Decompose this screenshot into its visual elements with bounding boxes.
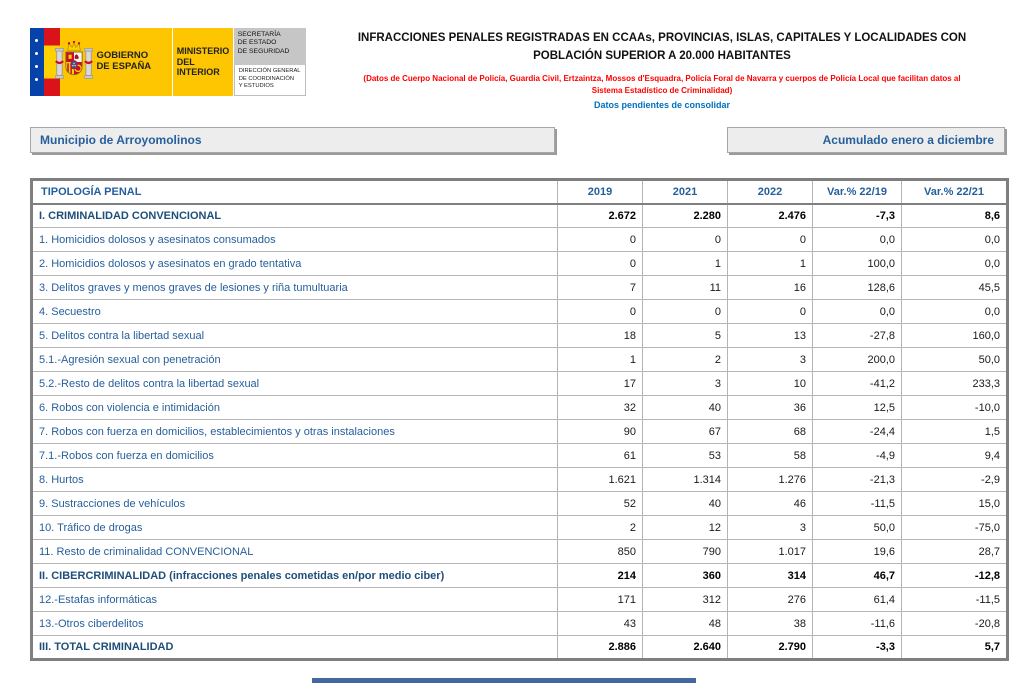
cell-value: 40 bbox=[643, 492, 728, 516]
row-label: 6. Robos con violencia e intimidación bbox=[32, 396, 558, 420]
ministry-label: MINISTERIO DEL INTERIOR bbox=[176, 45, 230, 78]
cell-value: -21,3 bbox=[813, 468, 902, 492]
cell-value: 50,0 bbox=[902, 348, 1008, 372]
cell-value: 5 bbox=[643, 324, 728, 348]
cell-value: 58 bbox=[728, 444, 813, 468]
row-label: I. CRIMINALIDAD CONVENCIONAL bbox=[32, 204, 558, 228]
cell-value: 0 bbox=[728, 300, 813, 324]
row-label: 8. Hurtos bbox=[32, 468, 558, 492]
coat-of-arms-icon bbox=[54, 39, 94, 85]
cell-value: -27,8 bbox=[813, 324, 902, 348]
bottom-partial-bar bbox=[312, 678, 696, 683]
cell-value: 2.886 bbox=[558, 636, 643, 660]
gobierno-de-espana-logo bbox=[30, 28, 306, 96]
cell-value: 276 bbox=[728, 588, 813, 612]
cell-value: 16 bbox=[728, 276, 813, 300]
cell-value: 61 bbox=[558, 444, 643, 468]
cell-value: 68 bbox=[728, 420, 813, 444]
cell-value: 0 bbox=[728, 228, 813, 252]
header-block bbox=[332, 30, 992, 110]
row-label: 13.-Otros ciberdelitos bbox=[32, 612, 558, 636]
cell-value: 46 bbox=[728, 492, 813, 516]
table-row bbox=[32, 396, 1008, 420]
cell-value: 32 bbox=[558, 396, 643, 420]
cell-value: 100,0 bbox=[813, 252, 902, 276]
cell-value: -2,9 bbox=[902, 468, 1008, 492]
cell-value: 38 bbox=[728, 612, 813, 636]
row-label: 2. Homicidios dolosos y asesinatos en grado tentativa bbox=[32, 252, 558, 276]
cell-value: 9,4 bbox=[902, 444, 1008, 468]
cell-value: 53 bbox=[643, 444, 728, 468]
cell-value: 2.790 bbox=[728, 636, 813, 660]
cell-value: 171 bbox=[558, 588, 643, 612]
cell-value: 61,4 bbox=[813, 588, 902, 612]
row-label: 11. Resto de criminalidad CONVENCIONAL bbox=[32, 540, 558, 564]
cell-value: 0,0 bbox=[902, 252, 1008, 276]
cell-value: 1.621 bbox=[558, 468, 643, 492]
cell-value: 0 bbox=[643, 228, 728, 252]
cell-value: 17 bbox=[558, 372, 643, 396]
directorate-label: DIRECCIÓN GENERAL DE COORDINACIÓN Y ESTUDIOS bbox=[234, 65, 306, 96]
source-note: (Datos de Cuerpo Nacional de Policía, Guardia Civil, Ertzaintza, Mossos d'Esquadra, Policía Foral de Navarra y cuerpos de Policía Local que facilitan datos al Sistema Estadístico de Criminalidad) bbox=[363, 73, 961, 95]
cell-value: 50,0 bbox=[813, 516, 902, 540]
status-note: Datos pendientes de consolidar bbox=[593, 99, 731, 110]
cell-value: 790 bbox=[643, 540, 728, 564]
cell-value: 2.476 bbox=[728, 204, 813, 228]
cell-value: -11,6 bbox=[813, 612, 902, 636]
column-header-var-22-21: Var.% 22/21 bbox=[902, 180, 1008, 204]
secretariat-label: SECRETARÍA DE ESTADO DE SEGURIDAD bbox=[234, 28, 306, 65]
row-label: 9. Sustracciones de vehículos bbox=[32, 492, 558, 516]
cell-value: 13 bbox=[728, 324, 813, 348]
cell-value: 160,0 bbox=[902, 324, 1008, 348]
table-row bbox=[32, 492, 1008, 516]
row-label: 5.1.-Agresión sexual con penetración bbox=[32, 348, 558, 372]
cell-value: 0,0 bbox=[902, 228, 1008, 252]
cell-value: 11 bbox=[643, 276, 728, 300]
cell-value: 2.640 bbox=[643, 636, 728, 660]
cell-value: 28,7 bbox=[902, 540, 1008, 564]
cell-value: 0 bbox=[558, 252, 643, 276]
column-header-tipologia-penal: TIPOLOGÍA PENAL bbox=[32, 180, 558, 204]
cell-value: 67 bbox=[643, 420, 728, 444]
row-label: 5. Delitos contra la libertad sexual bbox=[32, 324, 558, 348]
cell-value: 52 bbox=[558, 492, 643, 516]
cell-value: 0 bbox=[558, 300, 643, 324]
table-row bbox=[32, 324, 1008, 348]
cell-value: 0,0 bbox=[902, 300, 1008, 324]
government-block bbox=[60, 28, 172, 96]
cell-value: 19,6 bbox=[813, 540, 902, 564]
cell-value: -12,8 bbox=[902, 564, 1008, 588]
row-label: 3. Delitos graves y menos graves de lesiones y riña tumultuaria bbox=[32, 276, 558, 300]
cell-value: 7 bbox=[558, 276, 643, 300]
cell-value: 233,3 bbox=[902, 372, 1008, 396]
cell-value: 1 bbox=[728, 252, 813, 276]
flag-stars-icon bbox=[35, 39, 38, 42]
table-row bbox=[32, 204, 1008, 228]
cell-value: 312 bbox=[643, 588, 728, 612]
cell-value: -3,3 bbox=[813, 636, 902, 660]
period-label: Acumulado enero a diciembre bbox=[822, 133, 994, 147]
row-label: 4. Secuestro bbox=[32, 300, 558, 324]
cell-value: 3 bbox=[728, 516, 813, 540]
cell-value: 1.314 bbox=[643, 468, 728, 492]
flag-stars-strip-icon bbox=[30, 28, 44, 96]
cell-value: -10,0 bbox=[902, 396, 1008, 420]
cell-value: 90 bbox=[558, 420, 643, 444]
table-row bbox=[32, 636, 1008, 660]
cell-value: -11,5 bbox=[902, 588, 1008, 612]
cell-value: -20,8 bbox=[902, 612, 1008, 636]
column-header-2019: 2019 bbox=[558, 180, 643, 204]
cell-value: 1 bbox=[643, 252, 728, 276]
period-selector[interactable] bbox=[727, 127, 1005, 153]
cell-value: 5,7 bbox=[902, 636, 1008, 660]
logo-right-column bbox=[234, 28, 306, 96]
cell-value: 2.672 bbox=[558, 204, 643, 228]
page-title: INFRACCIONES PENALES REGISTRADAS EN CCAAs, PROVINCIAS, ISLAS, CAPITALES Y LOCALIDADES CON POBLACIÓN SUPERIOR A 20.000 HABITANTES bbox=[357, 32, 967, 62]
cell-value: 128,6 bbox=[813, 276, 902, 300]
cell-value: 10 bbox=[728, 372, 813, 396]
row-label: III. TOTAL CRIMINALIDAD bbox=[32, 636, 558, 660]
column-header-2022: 2022 bbox=[728, 180, 813, 204]
table-row bbox=[32, 516, 1008, 540]
table-row bbox=[32, 564, 1008, 588]
table-row bbox=[32, 372, 1008, 396]
row-label: 10. Tráfico de drogas bbox=[32, 516, 558, 540]
table-row bbox=[32, 612, 1008, 636]
cell-value: 18 bbox=[558, 324, 643, 348]
table-row bbox=[32, 228, 1008, 252]
table-row bbox=[32, 420, 1008, 444]
cell-value: 0 bbox=[643, 300, 728, 324]
cell-value: 12,5 bbox=[813, 396, 902, 420]
cell-value: 2 bbox=[643, 348, 728, 372]
cell-value: 2.280 bbox=[643, 204, 728, 228]
cell-value: 0,0 bbox=[813, 300, 902, 324]
table-row bbox=[32, 252, 1008, 276]
table-row bbox=[32, 348, 1008, 372]
cell-value: 0 bbox=[558, 228, 643, 252]
cell-value: 0,0 bbox=[813, 228, 902, 252]
table-row bbox=[32, 276, 1008, 300]
cell-value: 36 bbox=[728, 396, 813, 420]
row-label: II. CIBERCRIMINALIDAD (infracciones penales cometidas en/por medio ciber) bbox=[32, 564, 558, 588]
cell-value: 214 bbox=[558, 564, 643, 588]
cell-value: -7,3 bbox=[813, 204, 902, 228]
government-label: GOBIERNO DE ESPAÑA bbox=[96, 50, 152, 72]
cell-value: 8,6 bbox=[902, 204, 1008, 228]
row-label: 5.2.-Resto de delitos contra la libertad sexual bbox=[32, 372, 558, 396]
cell-value: 3 bbox=[728, 348, 813, 372]
municipality-selector[interactable] bbox=[30, 127, 555, 153]
cell-value: 1,5 bbox=[902, 420, 1008, 444]
cell-value: 43 bbox=[558, 612, 643, 636]
cell-value: -11,5 bbox=[813, 492, 902, 516]
cell-value: 200,0 bbox=[813, 348, 902, 372]
ministry-block bbox=[173, 28, 234, 96]
cell-value: 45,5 bbox=[902, 276, 1008, 300]
crime-statistics-table bbox=[30, 178, 1009, 661]
cell-value: 3 bbox=[643, 372, 728, 396]
table-header-row bbox=[32, 180, 1008, 204]
cell-value: 360 bbox=[643, 564, 728, 588]
row-label: 7. Robos con fuerza en domicilios, establecimientos y otras instalaciones bbox=[32, 420, 558, 444]
cell-value: 48 bbox=[643, 612, 728, 636]
cell-value: -41,2 bbox=[813, 372, 902, 396]
table-row bbox=[32, 300, 1008, 324]
cell-value: 1.276 bbox=[728, 468, 813, 492]
cell-value: 15,0 bbox=[902, 492, 1008, 516]
column-header-var-22-19: Var.% 22/19 bbox=[813, 180, 902, 204]
cell-value: 1 bbox=[558, 348, 643, 372]
row-label: 7.1.-Robos con fuerza en domicilios bbox=[32, 444, 558, 468]
cell-value: 1.017 bbox=[728, 540, 813, 564]
cell-value: 40 bbox=[643, 396, 728, 420]
cell-value: -75,0 bbox=[902, 516, 1008, 540]
row-label: 12.-Estafas informáticas bbox=[32, 588, 558, 612]
cell-value: 46,7 bbox=[813, 564, 902, 588]
cell-value: -4,9 bbox=[813, 444, 902, 468]
row-label: 1. Homicidios dolosos y asesinatos consumados bbox=[32, 228, 558, 252]
table-row bbox=[32, 444, 1008, 468]
cell-value: 850 bbox=[558, 540, 643, 564]
cell-value: 2 bbox=[558, 516, 643, 540]
cell-value: -24,4 bbox=[813, 420, 902, 444]
cell-value: 12 bbox=[643, 516, 728, 540]
table-row bbox=[32, 468, 1008, 492]
municipality-label: Municipio de Arroyomolinos bbox=[40, 133, 202, 147]
column-header-2021: 2021 bbox=[643, 180, 728, 204]
table-row bbox=[32, 540, 1008, 564]
table-row bbox=[32, 588, 1008, 612]
cell-value: 314 bbox=[728, 564, 813, 588]
